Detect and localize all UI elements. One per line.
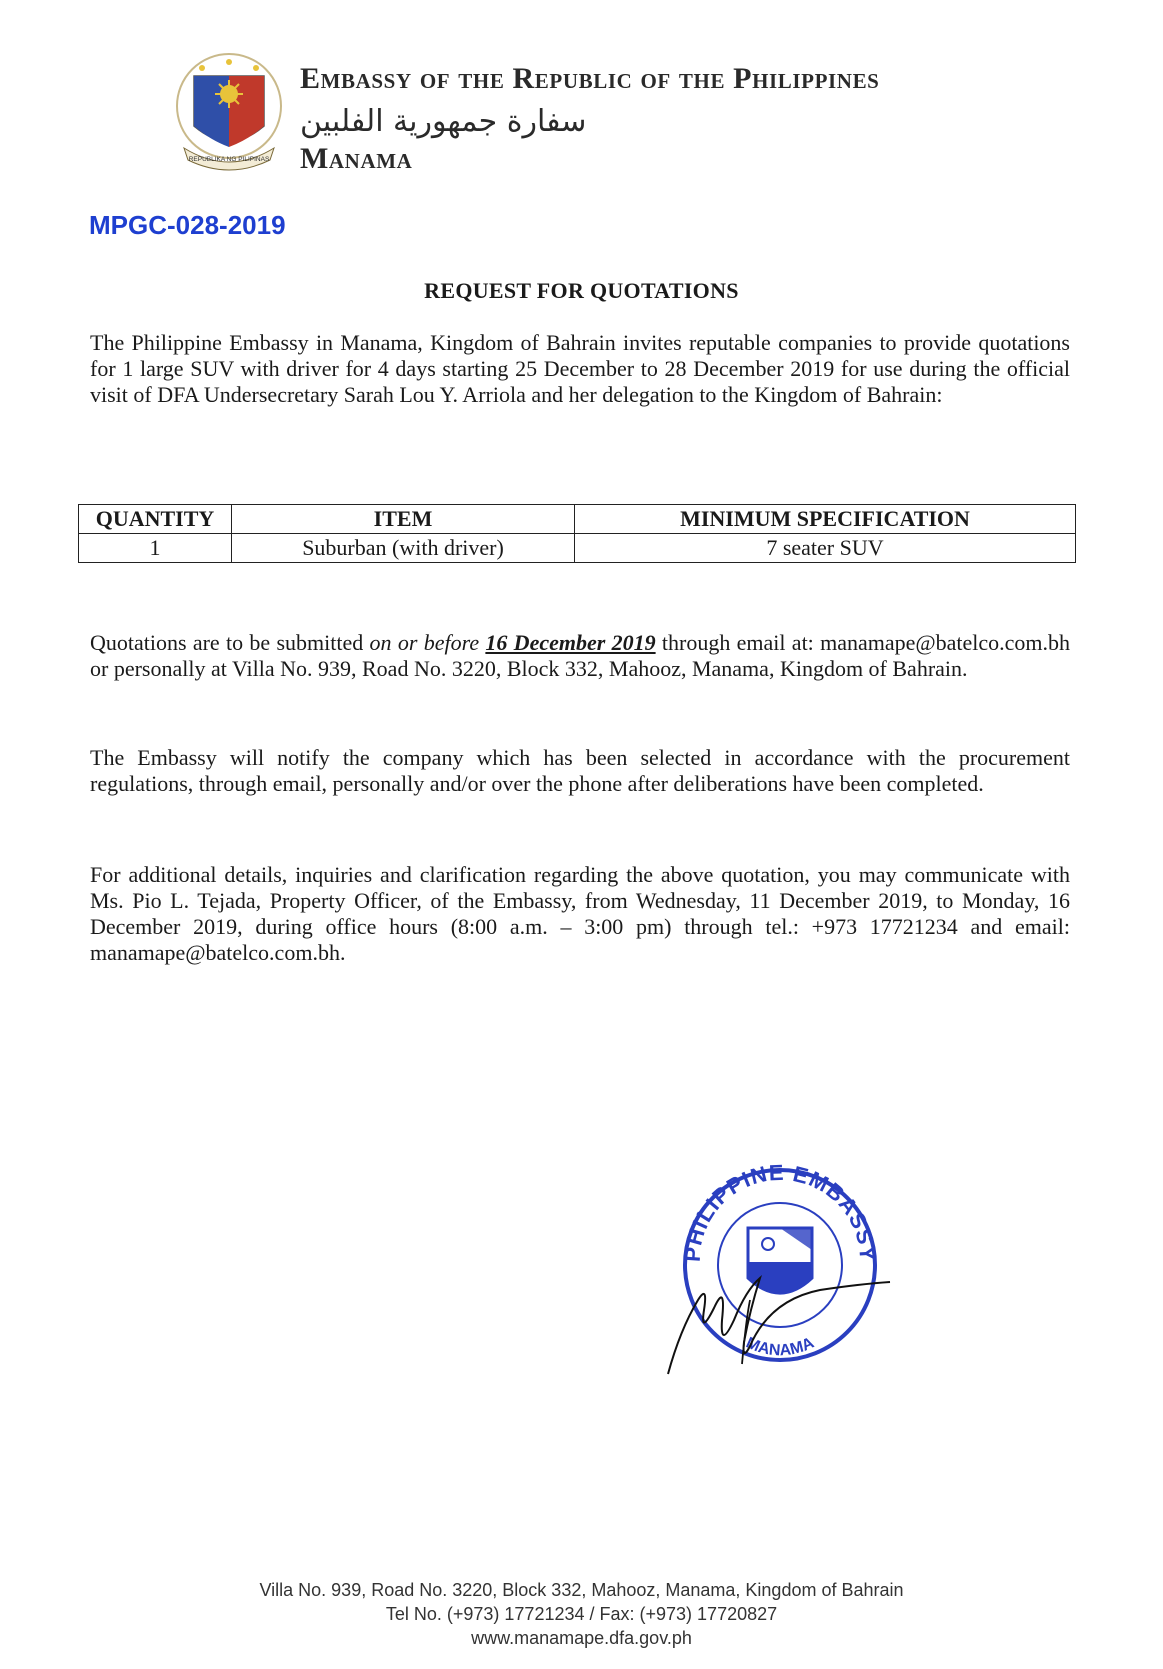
header-quantity: QUANTITY bbox=[79, 505, 232, 534]
submission-rest: through email at: manamape@batelco.com.bh or personally at Villa No. 939, Road No. 3220, Block 332, Mahooz, Manama, Kingdom of Bahrain. bbox=[90, 630, 1071, 681]
footer-phone: Tel No. (+973) 17721234 / Fax: (+973) 17720827 bbox=[385, 1604, 778, 1624]
reference-code: MPGC-028-2019 bbox=[89, 210, 286, 240]
header-minimum-specification: MINIMUM SPECIFICATION bbox=[575, 505, 1076, 534]
cell-specification: 7 seater SUV bbox=[575, 534, 1076, 563]
footer bbox=[0, 1578, 1163, 1650]
embassy-title: Embassy of the Republic of the Philippines bbox=[300, 62, 880, 95]
footer-address: Villa No. 939, Road No. 3220, Block 332, Mahooz, Manama, Kingdom of Bahrain bbox=[259, 1580, 904, 1600]
submission-lead: Quotations are to be submitted bbox=[90, 630, 364, 655]
svg-text:PHILIPPINE EMBASSY bbox=[680, 1160, 881, 1263]
seal-ribbon-text: REPUBLIKA NG PILIPINAS bbox=[188, 156, 270, 163]
details-paragraph: For additional details, inquiries and clarification regarding the above quotation, you may communicate with Ms. Pio L. Tejada, Property Officer, of the Embassy, from Wednesday, 11 December 2019, to Monday, 16 December 2019, during office hours (8:00 a.m. – 3:00 pm) through tel.: +973 17721234 and email: manamape@batelco.com.bh. bbox=[90, 862, 1070, 965]
stamp-bottom-text: MANAMA bbox=[743, 1334, 817, 1360]
notification-paragraph: The Embassy will notify the company which has been selected in accordance with the procurement regulations, through email, personally and/or over the phone after deliberations have been completed. bbox=[90, 745, 1070, 796]
stamp-top-text: PHILIPPINE EMBASSY bbox=[679, 1159, 881, 1263]
submission-paragraph bbox=[90, 630, 1070, 682]
document-title: REQUEST FOR QUOTATIONS bbox=[424, 278, 739, 303]
header-item: ITEM bbox=[232, 505, 575, 534]
embassy-title-arabic: سفارة جمهورية الفلبين bbox=[300, 104, 587, 139]
intro-paragraph: The Philippine Embassy in Manama, Kingdom of Bahrain invites reputable companies to provide quotations for 1 large SUV with driver for 4 days starting 25 December to 28 December 2019 for use during the official visit of DFA Undersecretary Sarah Lou Y. Arriola and her delegation to the Kingdom of Bahrain: bbox=[90, 330, 1070, 407]
cell-item: Suburban (with driver) bbox=[232, 534, 575, 563]
quotation-table bbox=[78, 504, 1076, 563]
table-row bbox=[79, 534, 1076, 563]
table-header-row bbox=[79, 505, 1076, 534]
submission-on-or-before: on or before bbox=[369, 630, 480, 655]
embassy-stamp bbox=[650, 1150, 910, 1390]
submission-deadline: 16 December 2019 bbox=[485, 630, 656, 655]
footer-website: www.manamape.dfa.gov.ph bbox=[471, 1628, 692, 1648]
embassy-seal-logo bbox=[172, 48, 286, 174]
cell-quantity: 1 bbox=[79, 534, 232, 563]
embassy-city: Manama bbox=[300, 142, 413, 175]
